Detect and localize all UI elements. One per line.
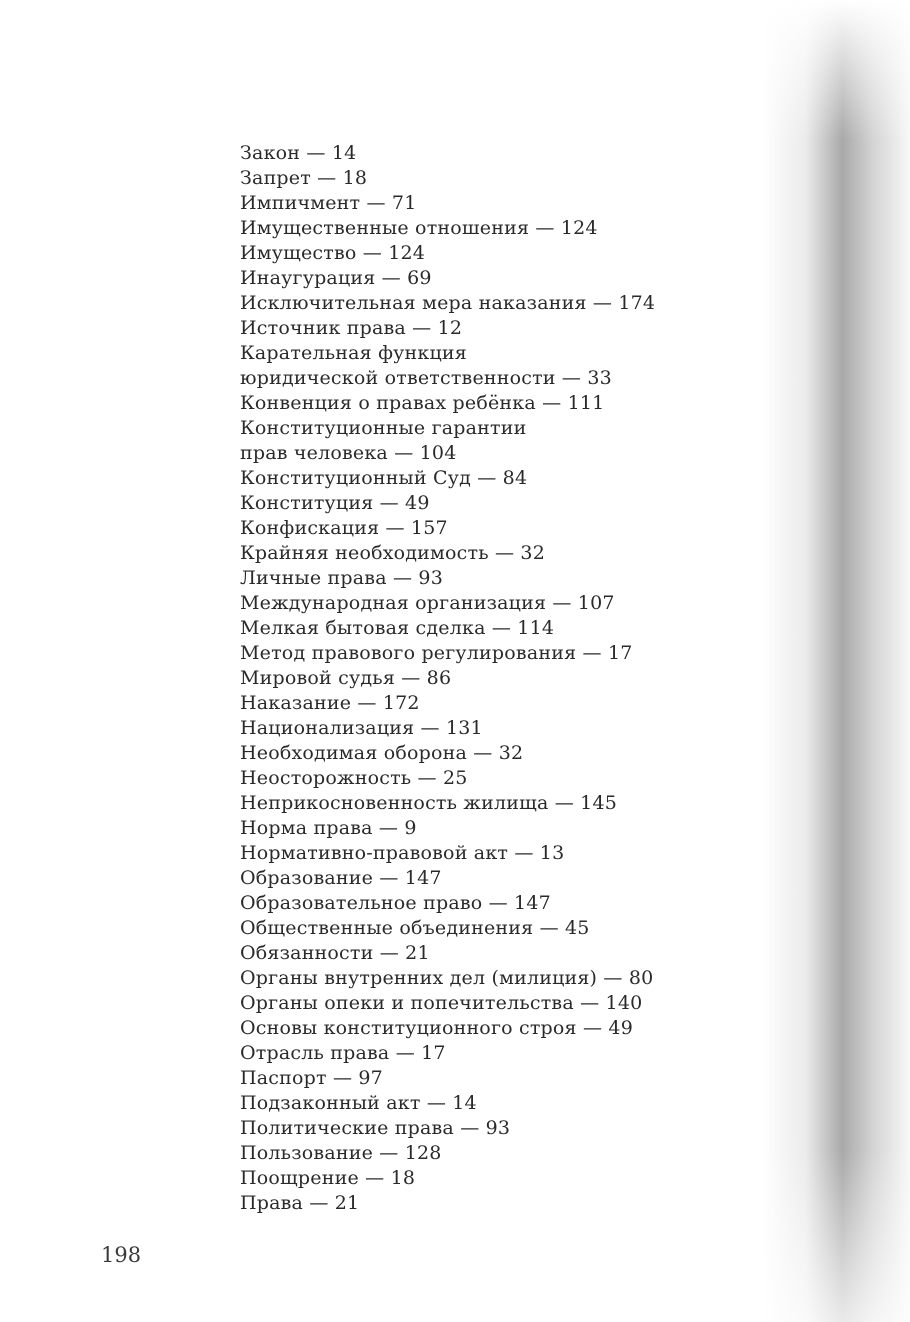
index-entry: Поощрение — 18 [240, 1167, 416, 1189]
index-entry: Международная организация — 107 [240, 592, 615, 614]
index-entry: Мелкая бытовая сделка — 114 [240, 617, 555, 639]
subject-index-list [240, 141, 655, 1216]
index-entry: Неосторожность — 25 [240, 767, 468, 789]
index-entry: Мировой судья — 86 [240, 667, 452, 689]
index-entry: Необходимая оборона — 32 [240, 742, 524, 764]
index-entry: Образование — 147 [240, 867, 442, 889]
index-entry: Права — 21 [240, 1192, 360, 1214]
index-entry: Крайняя необходимость — 32 [240, 542, 546, 564]
index-entry: Закон — 14 [240, 142, 357, 164]
index-entry: Органы внутренних дел (милиция) — 80 [240, 967, 654, 989]
index-entry: Личные права — 93 [240, 567, 443, 589]
index-entry: юридической ответственности — 33 [240, 367, 612, 389]
index-entry: Пользование — 128 [240, 1142, 442, 1164]
index-entry: Конфискация — 157 [240, 517, 448, 539]
index-entry: Имущественные отношения — 124 [240, 217, 598, 239]
index-entry: Имущество — 124 [240, 242, 426, 264]
index-entry: Конституция — 49 [240, 492, 430, 514]
index-entry: Образовательное право — 147 [240, 892, 551, 914]
index-entry: Отрасль права — 17 [240, 1042, 446, 1064]
index-entry: Конституционный Суд — 84 [240, 467, 528, 489]
index-entry: Карательная функция [240, 342, 467, 364]
index-entry: прав человека — 104 [240, 442, 457, 464]
index-entry: Исключительная мера наказания — 174 [240, 292, 656, 314]
index-entry: Политические права — 93 [240, 1117, 511, 1139]
index-entry: Нормативно-правовой акт — 13 [240, 842, 565, 864]
index-entry: Конституционные гарантии [240, 417, 527, 439]
page-number: 198 [101, 1243, 142, 1267]
spine-shadow [760, 0, 910, 1322]
index-entry: Основы конституционного строя — 49 [240, 1017, 633, 1039]
index-entry: Конвенция о правах ребёнка — 111 [240, 392, 605, 414]
index-entry: Национализация — 131 [240, 717, 483, 739]
index-entry: Неприкосновенность жилища — 145 [240, 792, 618, 814]
index-entry: Подзаконный акт — 14 [240, 1092, 477, 1114]
index-entry: Метод правового регулирования — 17 [240, 642, 633, 664]
index-entry: Импичмент — 71 [240, 192, 417, 214]
index-entry: Норма права — 9 [240, 817, 417, 839]
index-entry: Запрет — 18 [240, 167, 368, 189]
index-entry: Наказание — 172 [240, 692, 420, 714]
index-entry: Источник права — 12 [240, 317, 463, 339]
index-entry: Органы опеки и попечительства — 140 [240, 992, 643, 1014]
index-entry: Паспорт — 97 [240, 1067, 383, 1089]
index-entry: Инаугурация — 69 [240, 267, 432, 289]
index-entry: Обязанности — 21 [240, 942, 430, 964]
index-entry: Общественные объединения — 45 [240, 917, 590, 939]
